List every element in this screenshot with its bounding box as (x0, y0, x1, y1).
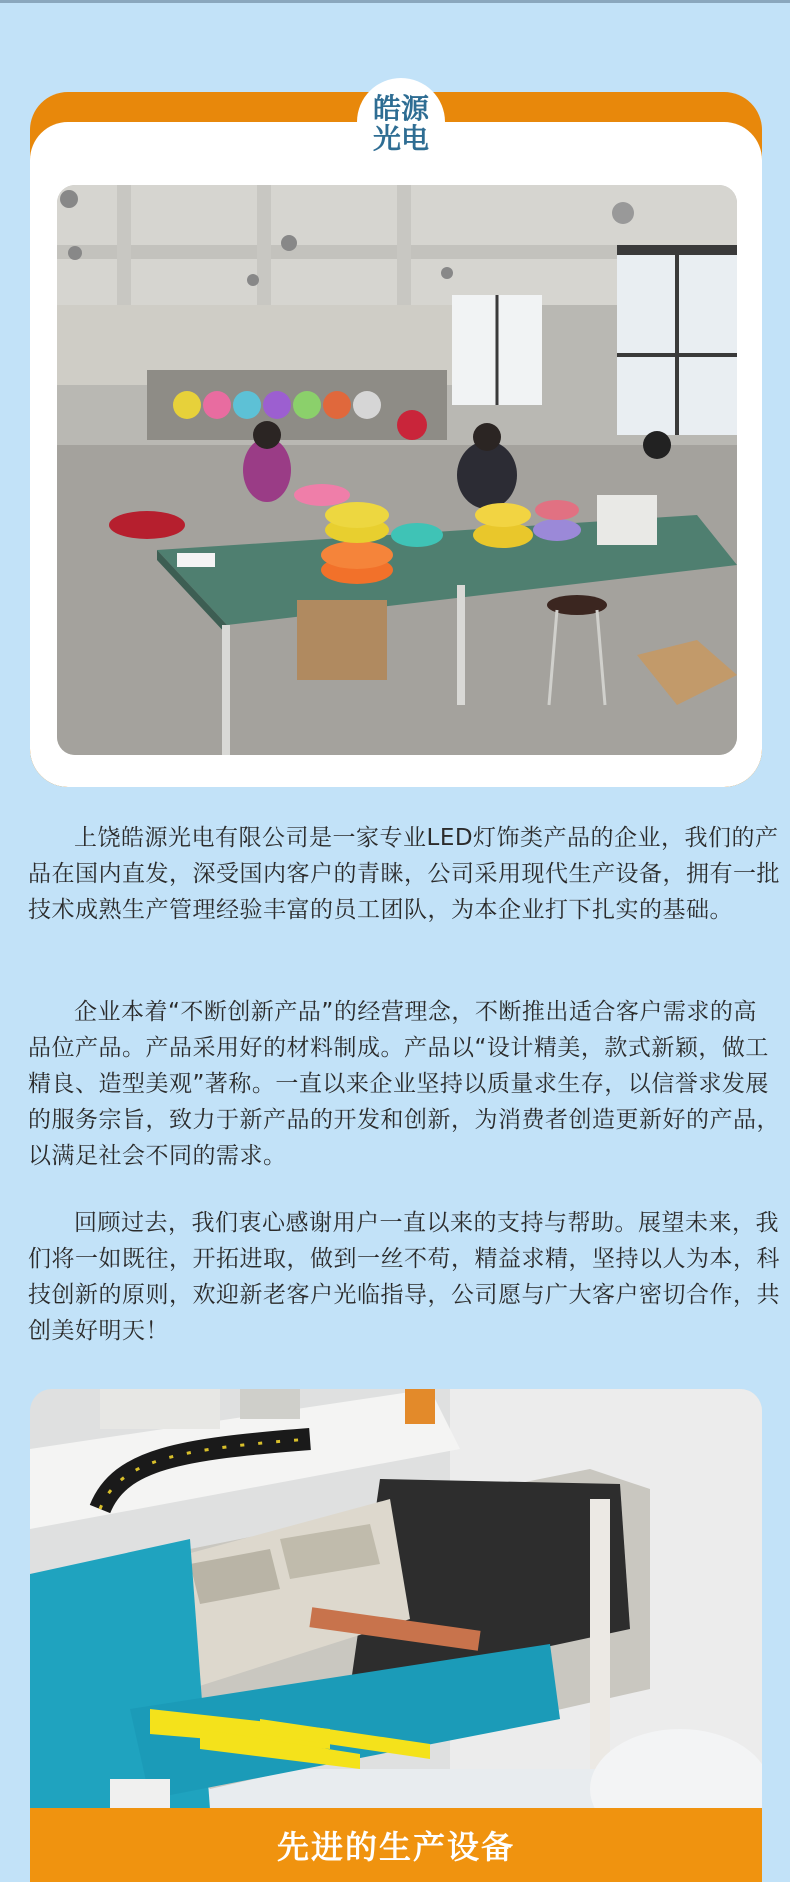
company-logo-badge (357, 78, 445, 170)
badge-line-2: 光电 (372, 122, 429, 155)
top-divider (0, 0, 790, 3)
badge-line-1: 皓源 (372, 92, 429, 125)
intro-paragraph-3: 回顾过去，我们衷心感谢用户一直以来的支持与帮助。展望未来，我们将一如既往，开拓进取，做到一丝不苟，精益求精，坚持以人为本，科技创新的原则，欢迎新老客户光临指导，公司愿与广大客户密切合作，共创美好明天！ (28, 1210, 780, 1344)
intro-paragraph-2: 企业本着“不断创新产品”的经营理念，不断推出适合客户需求的高品位产品。产品采用好的材料制成。产品以“设计精美，款式新颖，做工精良、造型美观”著称。一直以来企业坚持以质量求生存，以信誉求发展的服务宗旨，致力于新产品的开发和创新，为消费者创造更新好的产品，以满足社会不同的需求。 (28, 999, 780, 1169)
equipment-banner (30, 1808, 762, 1882)
intro-paragraph-1: 上饶皓源光电有限公司是一家专业LED灯饰类产品的企业，我们的产品在国内直发，深受国内客户的青睐，公司采用现代生产设备，拥有一批技术成熟生产管理经验丰富的员工团队，为本企业打下扎实的基础。 (28, 825, 780, 923)
workshop-illustration (57, 185, 737, 755)
workshop-photo (57, 185, 737, 755)
equipment-banner-label: 先进的生产设备 (276, 1828, 515, 1866)
